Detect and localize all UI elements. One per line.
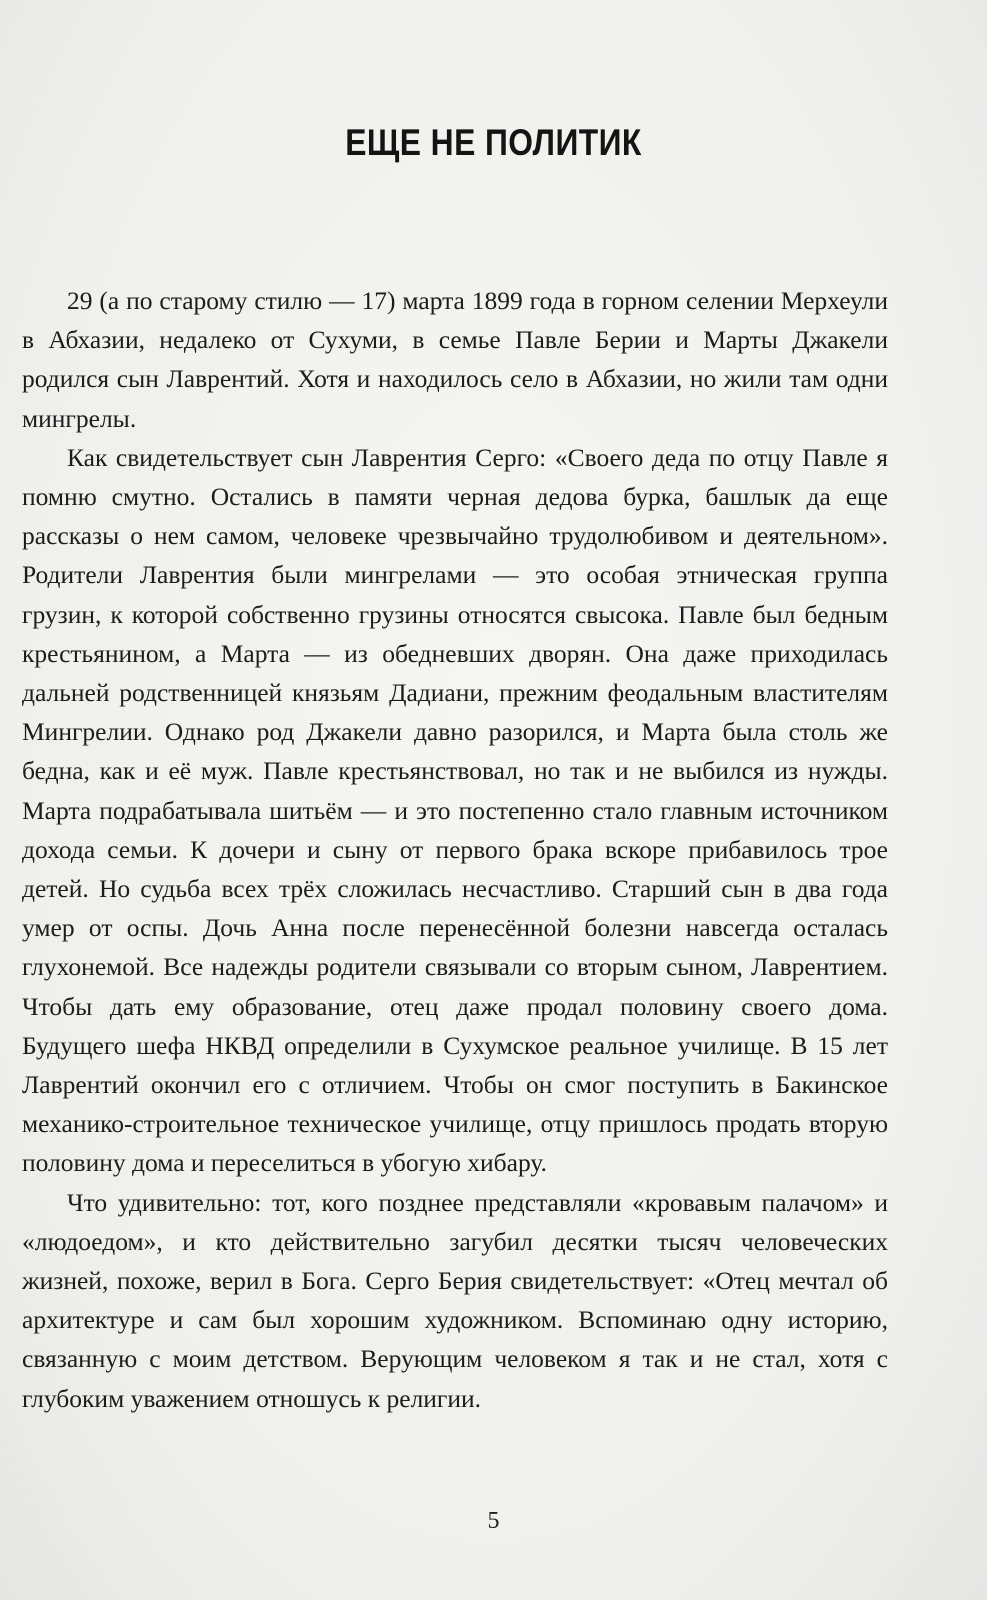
paragraph: Что удивительно: тот, кого позднее представляли «кровавым палачом» и «людоедом», и кто действительно загубил десятки тысяч человеческих жизней, похоже, верил в Бога. Серго Берия свидетельствует: «Отец мечтал об архитектуре и сам был хорошим художником. Вспоминаю одну историю, связанную с моим детством. Верующим человеком я так и не стал, хотя с глубоким уважением отношусь к религии.: [22, 1187, 888, 1413]
chapter-title: ЕЩЕ НЕ ПОЛИТИК: [345, 122, 642, 163]
paragraph: 29 (а по старому стилю — 17) марта 1899 года в горном селении Мерхеули в Абхазии, недалеко от Сухуми, в семье Павле Берии и Марты Джакели родился сын Лаврентий. Хотя и находилось село в Абхазии, но жили там одни мингрелы.: [22, 286, 888, 433]
paragraph: Как свидетельствует сын Лаврентия Серго: «Своего деда по отцу Павле я помню смутно. Остались в памяти черная дедова бурка, башлык да еще рассказы о нем самом, человеке чрезвычайно трудолюбивом и деятельном». Родители Лаврентия были мингрелами — это особая этническая группа грузин, к которой собственно грузины относятся свысока. Павле был бедным крестьянином, а Марта — из обедневших дворян. Она даже приходилась дальней родственницей князьям Дадиани, прежним феодальным властителям Мингрелии. Однако род Джакели давно разорился, и Марта была столь же бедна, как и её муж. Павле крестьянствовал, но так и не выбился из нужды. Марта подрабатывала шитьём — и это постепенно стало главным источником дохода семьи. К дочери и сыну от первого брака вскоре прибавилось трое детей. Но судьба всех трёх сложилась несчастливо. Старший сын в два года умер от оспы. Дочь Анна после перенесённой болезни навсегда осталась глухонемой. Все надежды родители связывали со вторым сыном, Лаврентием. Чтобы дать ему образование, отец даже продал половину своего дома. Будущего шефа НКВД определили в Сухумское реальное училище. В 15 лет Лаврентий окончил его с отличием. Чтобы он смог поступить в Бакинское механико-строительное техническое училище, отцу пришлось продать вторую половину дома и переселиться в убогую хибару.: [22, 442, 888, 1178]
page-number: 5: [487, 1508, 500, 1534]
body-text: [22, 281, 888, 1418]
